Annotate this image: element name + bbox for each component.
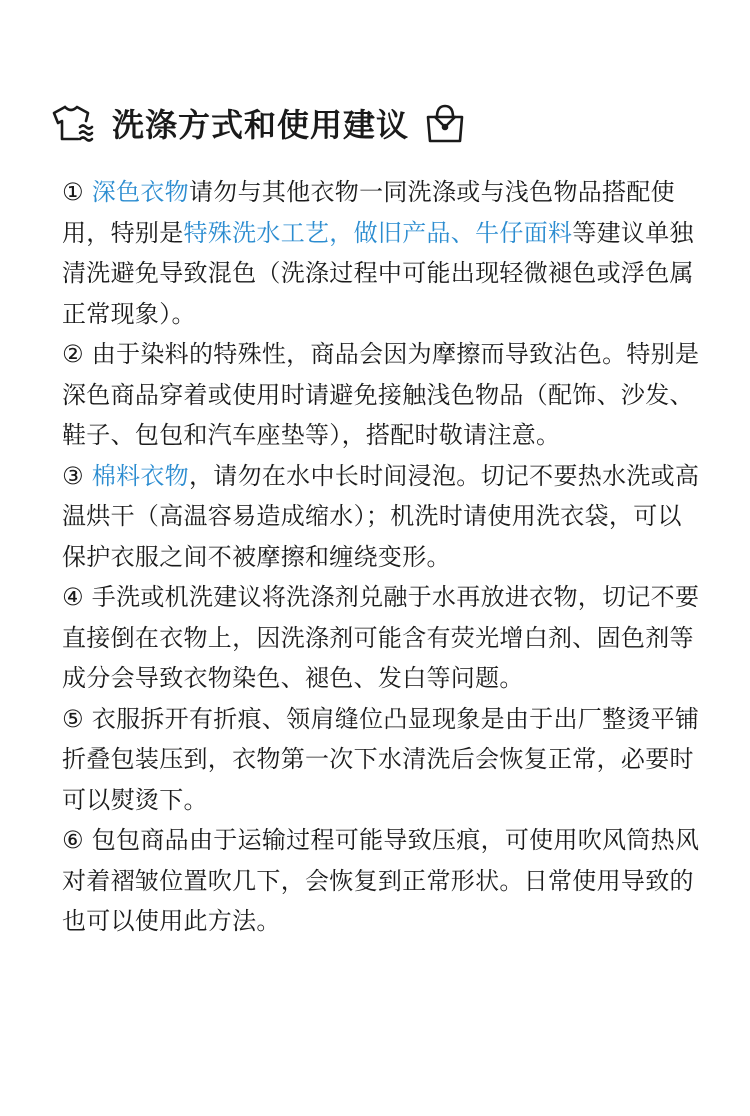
- page-title: 洗涤方式和使用建议: [112, 106, 410, 144]
- highlight-special-wash: 特殊洗水工艺，做旧产品、牛仔面料: [183, 218, 573, 247]
- marker: ⑤: [62, 704, 84, 733]
- instruction-4: [62, 577, 702, 699]
- highlight-cotton-clothes: 棉料衣物: [91, 461, 189, 490]
- text-segment: ，请勿在水中长时间浸泡。切记不要热水洗或高温烘干（高温容易造成缩水）；机洗时请使用洗衣袋，可以保护衣服之间不被摩擦和缠绕变形。: [62, 461, 700, 571]
- care-instructions: [62, 172, 702, 942]
- section-header: [50, 100, 467, 146]
- marker: ⑥: [62, 826, 84, 854]
- text-segment: 请勿与其他衣物一同洗涤或与浅色物品搭配使用，特别是: [62, 178, 675, 247]
- instruction-1: [62, 172, 702, 334]
- instruction-2: [62, 334, 702, 456]
- text-segment: 衣服拆开有折痕、领肩缝位凸显现象是由于出厂整烫平铺折叠包装压到，衣物第一次下水清洗后会恢复正常，必要时可以熨烫下。: [62, 704, 700, 814]
- text-segment: 由于染料的特殊性，商品会因为摩擦而导致沾色。特别是深色商品穿着或使用时请避免接触浅色物品（配饰、沙发、鞋子、包包和汽车座垫等），搭配时敬请注意。: [62, 340, 700, 449]
- text-segment: 包包商品由于运输过程可能导致压痕，可使用吹风筒热风对着褶皱位置吹几下，会恢复到正常形状。日常使用导致的也可以使用此方法。: [62, 826, 700, 935]
- text-segment: 等建议单独清洗避免导致混色（洗涤过程中可能出现轻微褪色或浮色属正常现象）。: [62, 218, 694, 328]
- highlight-dark-clothes: 深色衣物: [91, 178, 189, 206]
- marker: ②: [62, 340, 84, 368]
- marker: ③: [62, 461, 84, 490]
- instruction-6: [62, 820, 702, 942]
- handbag-icon: [423, 101, 467, 145]
- tshirt-wash-icon: [50, 101, 100, 145]
- text-segment: 手洗或机洗建议将洗涤剂兑融于水再放进衣物，切记不要直接倒在衣物上，因洗涤剂可能含有荧光增白剂、固色剂等成分会导致衣物染色、褪色、发白等问题。: [62, 583, 700, 692]
- instruction-3: [62, 456, 702, 578]
- instruction-5: [62, 699, 702, 821]
- marker: ④: [62, 583, 84, 611]
- marker: ①: [62, 178, 84, 206]
